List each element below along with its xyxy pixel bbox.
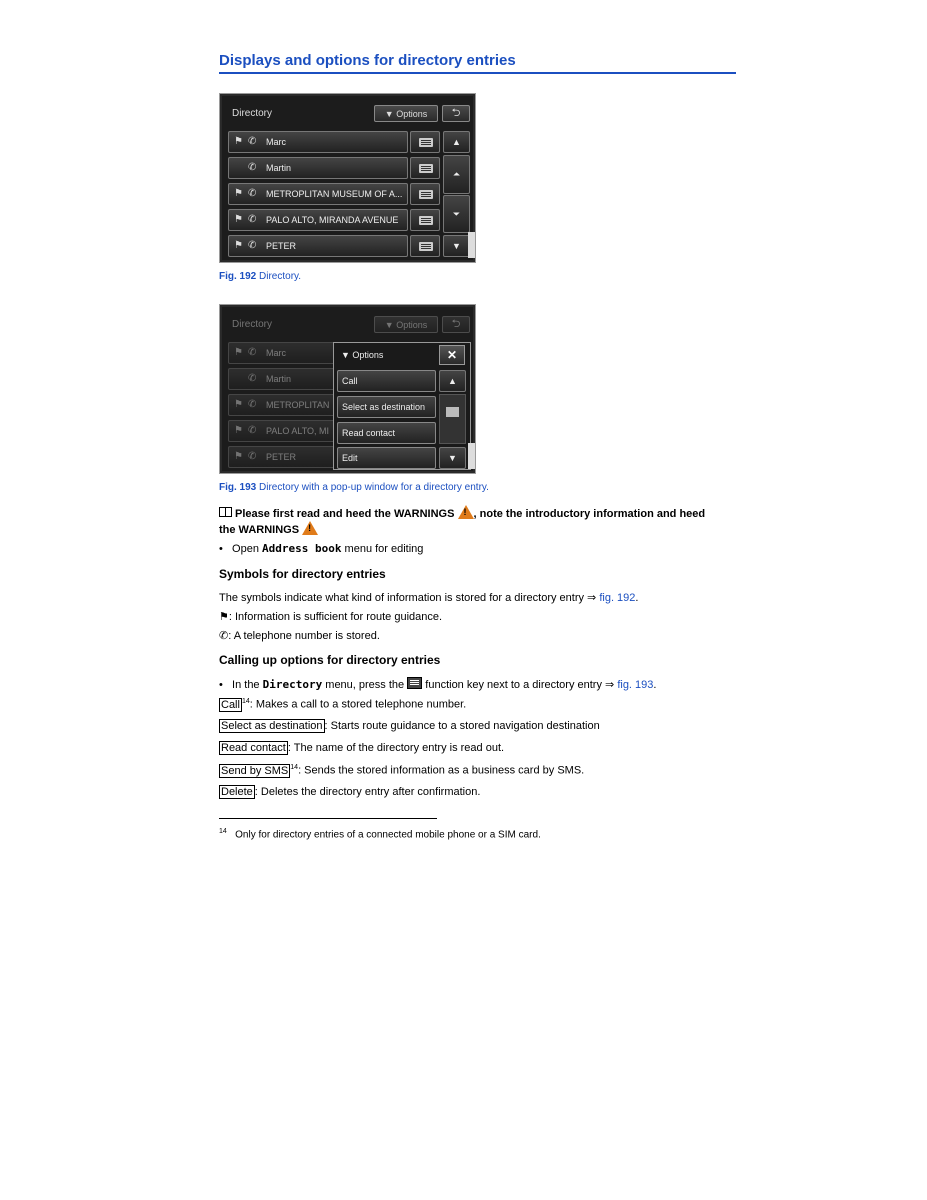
phone-icon: ✆ bbox=[248, 136, 257, 147]
double-arrow-up-icon: ⏶ bbox=[452, 169, 461, 179]
back-button[interactable] bbox=[442, 316, 470, 333]
scroll-up-button[interactable] bbox=[443, 131, 470, 153]
text: : Sends the stored information as a business card by SMS. bbox=[298, 764, 585, 777]
directory-screen bbox=[219, 93, 476, 263]
footnote bbox=[219, 828, 541, 840]
arrow-up-icon: ▲ bbox=[448, 376, 457, 386]
option-key: Delete bbox=[221, 786, 253, 798]
text: function key next to a directory entry ⇒ bbox=[422, 679, 618, 691]
figure-id-tag bbox=[468, 232, 475, 258]
phone-icon: ✆ bbox=[248, 240, 257, 251]
entry-name: METROPLITAN bbox=[266, 400, 330, 410]
entry-name: Marc bbox=[266, 137, 286, 147]
text: : Starts route guidance to a stored navigation destination bbox=[324, 720, 600, 732]
page-down-button[interactable] bbox=[443, 195, 470, 233]
text: The symbols indicate what kind of information is stored for a directory entry ⇒ bbox=[219, 592, 600, 604]
card-icon bbox=[419, 216, 433, 225]
figure-number: Fig. 193 bbox=[219, 482, 257, 493]
entry-name: PALO ALTO, MIRANDA AVENUE bbox=[266, 215, 399, 225]
directory-popup-screen bbox=[219, 304, 476, 474]
footnote-ref: 14 bbox=[290, 764, 299, 771]
entry-name: METROPLITAN MUSEUM OF A... bbox=[266, 189, 403, 199]
phone-icon: ✆ bbox=[248, 347, 257, 358]
directory-entry[interactable] bbox=[228, 235, 408, 257]
arrow-down-icon: ▼ bbox=[448, 453, 457, 463]
screen-title: Directory bbox=[232, 108, 273, 119]
option-key: Send by SMS bbox=[221, 764, 289, 777]
warning-text: , note the introductory information and heed bbox=[473, 508, 706, 520]
phone-icon: ✆ bbox=[248, 451, 257, 462]
text: menu, press the bbox=[322, 679, 408, 691]
entry-name: Martin bbox=[266, 163, 292, 173]
text: : Deletes the directory entry after confirmation. bbox=[254, 786, 481, 798]
phone-icon: ✆ bbox=[219, 630, 229, 642]
phone-icon: ✆ bbox=[248, 214, 257, 225]
text: . bbox=[653, 679, 657, 691]
text: . bbox=[635, 592, 639, 604]
figure-link[interactable]: fig. 192 bbox=[599, 592, 636, 604]
scroll-down-button[interactable] bbox=[443, 235, 470, 257]
directory-entry[interactable] bbox=[228, 183, 408, 205]
entry-name: PETER bbox=[266, 452, 297, 462]
option-desc bbox=[219, 742, 504, 754]
popup-scroll-thumb[interactable] bbox=[446, 407, 459, 417]
option-desc bbox=[219, 764, 584, 777]
popup-item-edit[interactable]: Edit bbox=[337, 447, 436, 469]
phone-icon: ✆ bbox=[248, 162, 257, 173]
popup-item-read-contact[interactable]: Read contact bbox=[337, 422, 436, 444]
warning-text: the WARNINGS bbox=[219, 524, 303, 536]
popup-scroll-up-button[interactable] bbox=[439, 370, 466, 392]
caption-text: Directory. bbox=[256, 271, 302, 282]
caption-text: Directory with a pop-up window for a directory entry. bbox=[256, 482, 489, 493]
book-icon bbox=[219, 507, 232, 517]
figure-caption bbox=[219, 271, 301, 282]
popup-item-call[interactable]: Call bbox=[337, 370, 436, 392]
option-desc bbox=[219, 786, 480, 798]
flag-icon: ⚑ bbox=[234, 214, 243, 225]
bullet-icon: • bbox=[219, 679, 223, 691]
flag-icon: ⚑ bbox=[234, 399, 243, 410]
footnote-ref: 14 bbox=[241, 698, 250, 705]
flag-icon: ⚑ bbox=[234, 188, 243, 199]
warning-text: Please first read and heed the WARNINGS bbox=[235, 508, 458, 520]
entry-options-button[interactable] bbox=[410, 131, 440, 153]
phone-icon: ✆ bbox=[248, 373, 257, 384]
arrow-down-icon: ▼ bbox=[452, 241, 461, 251]
warning-line bbox=[219, 505, 705, 520]
options-button[interactable]: ▼ Options bbox=[374, 105, 438, 122]
bullet-item bbox=[219, 542, 423, 555]
option-key: Call bbox=[221, 698, 240, 711]
text: : Information is sufficient for route guidance. bbox=[228, 611, 443, 623]
flag-icon: ⚑ bbox=[234, 136, 243, 147]
paragraph bbox=[219, 610, 442, 623]
menu-name: Address book bbox=[262, 542, 342, 555]
entry-name: PETER bbox=[266, 241, 297, 251]
flag-icon: ⚑ bbox=[219, 611, 229, 623]
flag-icon: ⚑ bbox=[234, 240, 243, 251]
text: menu for editing bbox=[341, 543, 424, 555]
arrow-up-icon: ▲ bbox=[452, 137, 461, 147]
card-icon bbox=[419, 242, 433, 251]
bullet-icon: • bbox=[219, 543, 223, 555]
popup-item-select-destination[interactable]: Select as destination bbox=[337, 396, 436, 418]
popup-scroll-down-button[interactable] bbox=[439, 447, 466, 469]
option-key: Read contact bbox=[221, 742, 286, 754]
card-icon bbox=[407, 677, 422, 689]
warning-line bbox=[219, 521, 318, 536]
paragraph bbox=[219, 629, 380, 642]
footnote-text: Only for directory entries of a connected mobile phone or a SIM card. bbox=[235, 829, 541, 841]
entry-options-button[interactable] bbox=[410, 235, 440, 257]
entry-options-button[interactable] bbox=[410, 157, 440, 179]
back-button[interactable] bbox=[442, 105, 470, 122]
phone-icon: ✆ bbox=[248, 399, 257, 410]
entry-options-button[interactable] bbox=[410, 209, 440, 231]
menu-name: Directory bbox=[262, 678, 323, 691]
section-heading: Displays and options for directory entries bbox=[219, 51, 736, 74]
options-popup bbox=[333, 342, 471, 470]
directory-entry[interactable] bbox=[228, 209, 408, 231]
flag-icon: ⚑ bbox=[234, 451, 243, 462]
close-icon: ✕ bbox=[446, 348, 458, 362]
warning-icon bbox=[302, 521, 318, 535]
text: : A telephone number is stored. bbox=[228, 630, 380, 642]
text: In the bbox=[232, 679, 263, 691]
paragraph bbox=[219, 591, 638, 604]
options-button[interactable]: ▼ Options bbox=[374, 316, 438, 333]
phone-icon: ✆ bbox=[248, 425, 257, 436]
figure-id-tag bbox=[468, 443, 475, 469]
double-arrow-down-icon: ⏷ bbox=[452, 209, 461, 219]
footnote-divider bbox=[219, 818, 437, 819]
subheading: Calling up options for directory entries bbox=[219, 653, 441, 667]
entry-name: Marc bbox=[266, 348, 286, 358]
directory-entry[interactable] bbox=[228, 157, 408, 179]
text: Open bbox=[232, 543, 262, 555]
entry-name: Martin bbox=[266, 374, 292, 384]
text: : The name of the directory entry is read out. bbox=[287, 742, 505, 754]
phone-icon: ✆ bbox=[248, 188, 257, 199]
figure-number: Fig. 192 bbox=[219, 271, 257, 282]
entry-options-button[interactable] bbox=[410, 183, 440, 205]
bullet-item bbox=[219, 677, 656, 691]
figure-caption bbox=[219, 482, 489, 493]
page-up-button[interactable] bbox=[443, 155, 470, 194]
card-icon bbox=[419, 190, 433, 199]
screen-title: Directory bbox=[232, 319, 273, 330]
figure-link[interactable]: fig. 193 bbox=[617, 679, 654, 691]
card-icon bbox=[419, 138, 433, 147]
option-key: Select as destination bbox=[221, 720, 323, 732]
close-button[interactable] bbox=[439, 345, 465, 365]
option-desc bbox=[219, 698, 466, 711]
directory-entry[interactable] bbox=[228, 131, 408, 153]
flag-icon: ⚑ bbox=[234, 425, 243, 436]
card-icon bbox=[419, 164, 433, 173]
warning-icon bbox=[458, 505, 474, 519]
back-icon: ⮌ bbox=[451, 318, 461, 330]
option-desc bbox=[219, 720, 600, 732]
entry-name: PALO ALTO, MI bbox=[266, 426, 330, 436]
popup-scroll-track[interactable] bbox=[439, 394, 466, 444]
footnote-number: 14 bbox=[219, 828, 227, 835]
back-icon: ⮌ bbox=[451, 107, 461, 119]
text: : Makes a call to a stored telephone number. bbox=[249, 698, 467, 711]
popup-title: ▼ Options bbox=[341, 350, 384, 360]
subheading: Symbols for directory entries bbox=[219, 567, 386, 581]
flag-icon: ⚑ bbox=[234, 347, 243, 358]
